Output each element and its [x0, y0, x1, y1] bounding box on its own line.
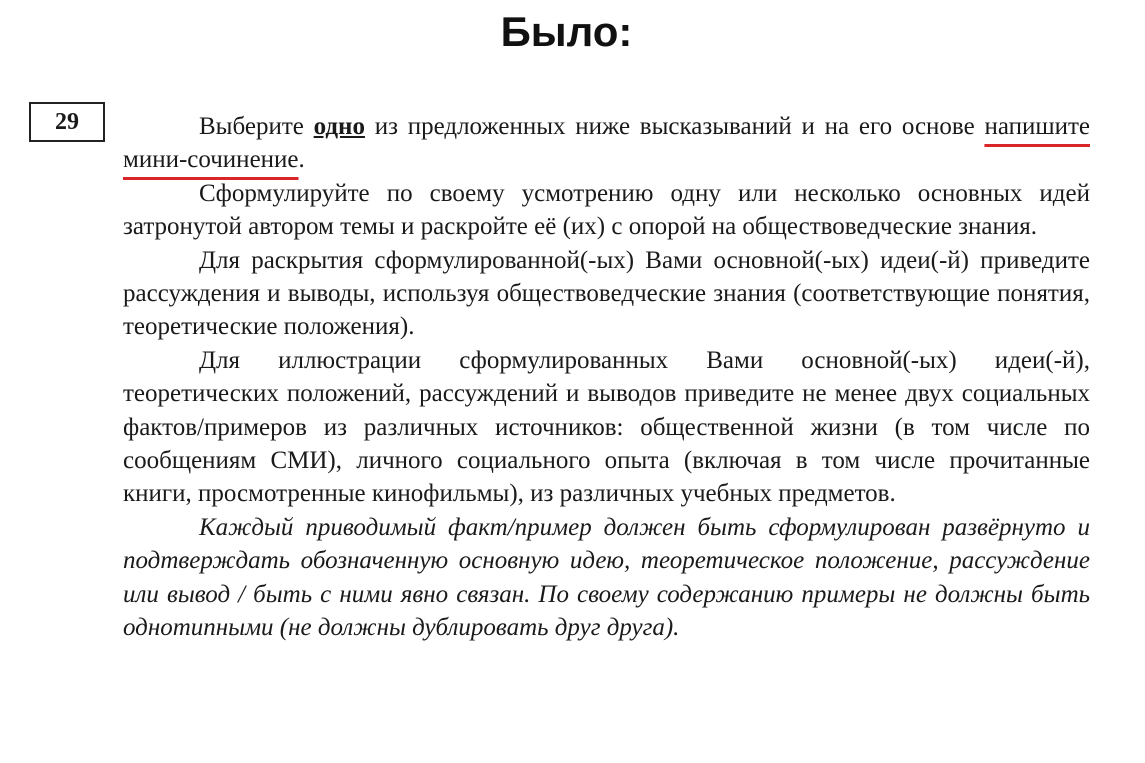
instruction-paragraph-3: Для раскрытия сформулированной(-ых) Вами основной(-ых) идеи(-й) приведите рассуждения и выводы, используя обществоведческие знания (соответствующие понятия, теоретические положения).	[123, 246, 1090, 341]
page-title: Было:	[500, 8, 633, 55]
paragraph-1-middle: из предложенных ниже высказываний и на его основе	[364, 113, 985, 140]
paragraph-1-end: .	[298, 146, 305, 174]
emphasized-word: одно	[313, 113, 365, 140]
task-instructions	[123, 110, 1090, 645]
task-number-box: 29	[29, 102, 105, 142]
instruction-paragraph-5: Каждый приводимый факт/пример должен быть сформулирован развёрнуто и подтверждать обозначенную основную идею, теоретическое положение, рассуждение или вывод / быть с ними явно связан. По своему содержанию примеры не должны быть однотипными (не должны дублировать друг друга).	[123, 513, 1090, 642]
red-underlined-phrase: напишите мини-сочинение	[123, 113, 1090, 174]
instruction-paragraph-1	[123, 110, 1090, 177]
instruction-paragraph-4: Для иллюстрации сформулированных Вами основной(-ых) идеи(-й), теоретических положений, рассуждений и выводов приведите не менее двух социальных фактов/примеров из различных источников: общественной жизни (в том числе по сообщениям СМИ), личного социального опыта (включая в том числе прочитанные книги, просмотренные кинофильмы), из различных учебных предметов.	[123, 346, 1090, 508]
instruction-paragraph-2: Сформулируйте по своему усмотрению одну или несколько основных идей затронутой автором темы и раскройте её (их) с опорой на обществоведческие знания.	[123, 179, 1090, 241]
paragraph-1-start: Выберите	[199, 113, 314, 140]
